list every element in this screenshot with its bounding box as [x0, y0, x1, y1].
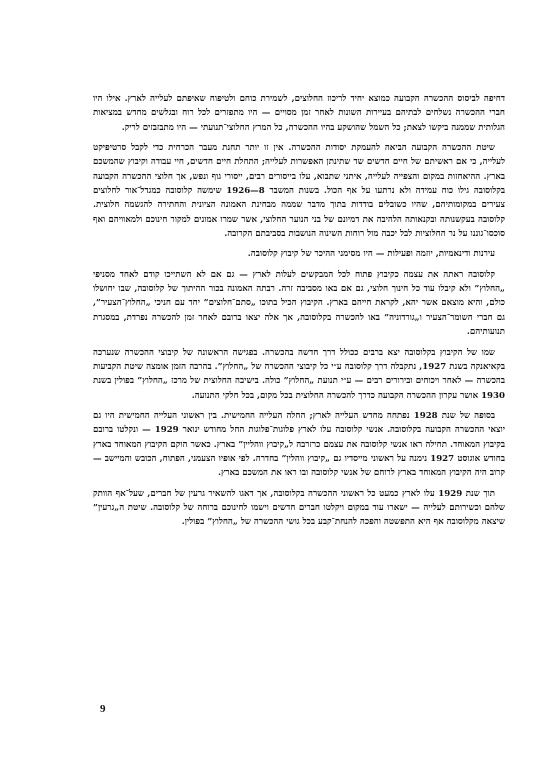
paragraph-2: שיטת ההכשרה הקבועה הביאה להעמקת יסודות ההכשרה. אין זו יותר תחנת מעבר הכרחית כדי לקבל סרטיפיקט לעלייה, כי אם ראשיתם של חיים חדשים שד שתינתן האפשרות לעלייה; התחלת חיים חדשים, חיי עבודה וקיבוץ שהמשכם בארץ. ההיאחזות במקום והצפייה לעלייה, איתני שתבוא, עלו בייסורים רבים, ייסורי גוף ונפש, אך חלוצי ההכשרה הקבועה בקלוסובה גילו כוח עמידה ולא נרתעו על אף הכול. בשנות המשבר 8—1926 שימשה קלוסובה כמגדל־אור לחלוצים צעירים במקומותיהם, שהיו כשובלים בודדות בתוך מדבר שממה מבחינת האמונה הציונית והחתירה להגשמה חלוצית. קלוסובה בעקשנותה ובקנאותה הלהיבה את דמיונם של בני הנוער החלוצי, אשר שמרו אמונים למקור חינוכם ולמאוויהם ואף סוכסו־גוננו על נר החלוציות לבל יכבה מול רוחות השינוה הנושבות בסביבתם הקרובה.	[93, 143, 505, 240]
paragraph-4: קלוסובה ראתה את עצמה כקיבוץ פתוח לכל המבקשים לעלות לארץ — גם אם לא השתייכו קודם לאחד מסניפי „החלוץ” ולא קיבלו עוד כל חינוך חלוצי, גם אם באו מסביבה זרה. רבתה האמונה בכור ההיתוך של קלוסובה, שבו יחושלו כולם, והיא מוצאם אשר יהא, לקראת חייהם בארץ. הקיבוץ הכיל בתוכו „סתם־חלוצים” יחד עם חניכי „החלוץ־הצעיר”, גם חברי השומר־הצעיר ו„גורדוניה” באו להכשרה בקלוסובה, אך אלה יצאו ברובם לאחר זמן להכשרה נפרדת, במסגרת תנועותיהם.	[93, 269, 505, 338]
paragraph-7: תוך שנת 1929 עלו לארץ כמעט כל ראשוני ההכשרה בקלוסובה, אך דאגו להשאיר גרעין של חברים, שעל־אף הוותק שלהם וכשירותם לעלייה — ישארו עוד במקום ויקלטו חברים חדשים וישמו לחינוכם ברוחה של קלוסובה. שיטת ה„גרעין” שיצאה מקלוסובה אף היא התפשטה והפכה להנחת־קבע בכל גושי ההכשרה של „החלוץ” בפולין.	[93, 488, 505, 528]
document-body	[93, 92, 505, 536]
page-number: 9	[100, 703, 106, 715]
paragraph-6: בסופה של שנת 1928 נפתחה מחדש העלייה לארץ; החלה העלייה החמישית. בין ראשוני העלייה החמישית היו גם יוצאי ההכשרה הקבועה בקלוסובה. אנשי קלוסובה עלו לארץ פלוגות־פלוגות החל מחודש ינואר 1929 — ונקלטו ברובם בקיבוץ המאוחד. תחילה ראו אנשי קלוסובה את עצמם כרזרבה ל„קיבוץ ווהליין” בארץ. כאשר הוקם הקיבוץ המאוחד בארץ בחודש אוגוסט 1927 נימנה על ראשוני מייסדיו גם „קיבוץ ווהלין” בחדרה. לפי אופיו הצעמני, הפתוח, הכובש והמיישב — קרוב היה הקיבוץ המאוחד בארץ לרוחם של אנשי קלוסובה ובו ראו את המשכם בארץ.	[93, 410, 506, 479]
paragraph-3: עירנות ודינאמיות, יוזמה ופעילות — היו מסימני ההיכר של קיבוץ קלוסובה.	[247, 249, 495, 260]
paragraph-5: שמו של הקיבוץ בקלוסובה יצא ברבים ככולל דרך חדשה בהכשרה. בפגישה הראשונה של קיבוצי ההכשרה שנערכה בקאיאנקה בשנת 1927, נתקבלה דרך קלוסובה ע״י כל קיבוצי ההכשרה של „החלוץ”. בהרבה הזמן אומצה שיטת הקביעות בהכשרה — לאחר ויכוחים ובירורים רבים — ע״י תנועת „החלוץ” כולה. בישיבה החלוצית של מרכז „החלוץ” בפולין בשנת 1930 אושר עקרון ההכשרה הקבועה כדרך להכשרה החלוצית בכל מקום, בכל חלקי התנועה.	[93, 347, 505, 401]
paragraph-1: דחיפה לביסוס ההכשרה הקבועה כמוצא יחיד לריכוז החלוצים, לשמירת כוחם ולטיפוח שאיפתם לעלייה לארץ. אילו היו חברי ההכשרה נשלחים לבתיהם בעיירות השונות לאחר זמן מסויים — היו מתפזרים לכל רוח ובגלשים מחדש במציאות הגלותית שממנה ביקשו לצאת; כל השמל שהושקע בהיו ההכשרה, כל המרץ החלוצי־תנועתי — היו מתבזבזים לריק.	[93, 94, 505, 133]
